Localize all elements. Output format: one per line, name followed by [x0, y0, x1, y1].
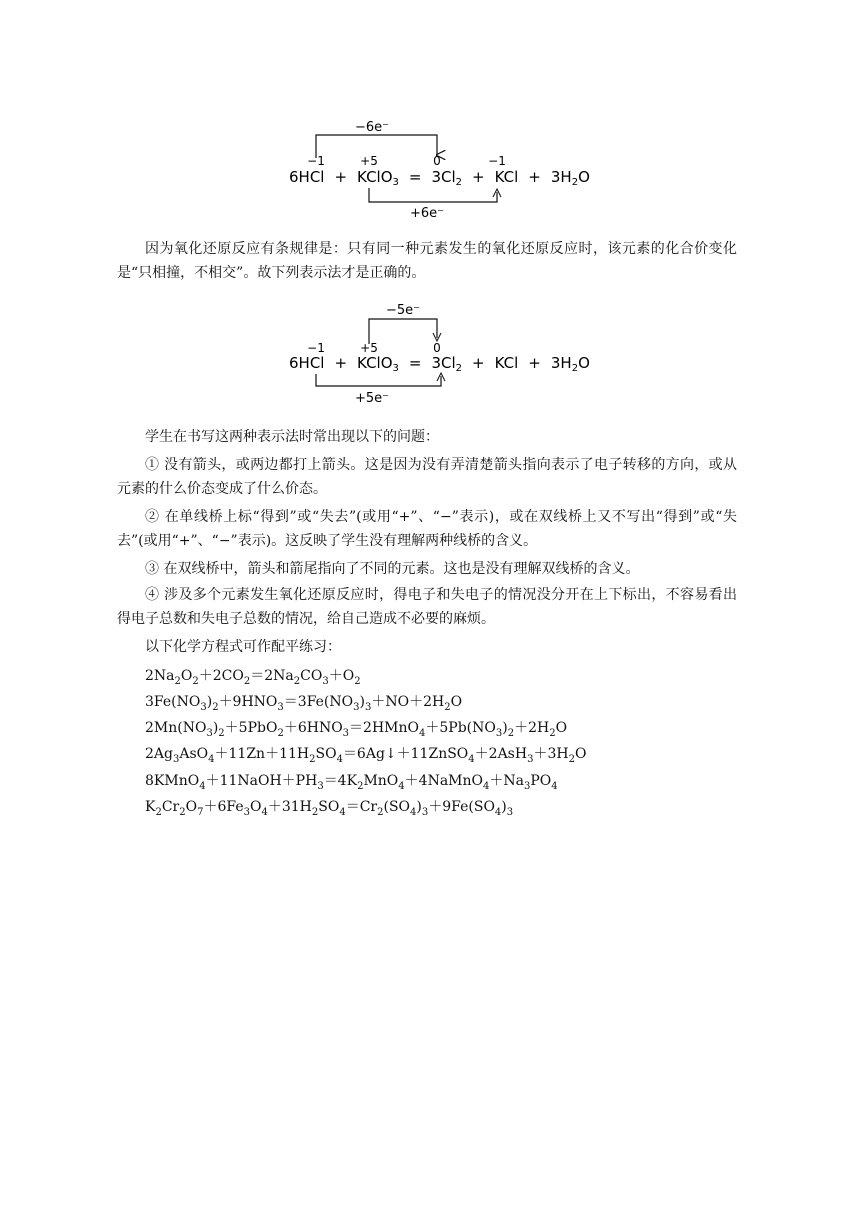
practice-equation-1: $2Na_2O_2+2CO_2=2Na_2CO_3+O_2$ [145, 668, 361, 687]
practice-equation-3: $2Mn(NO_3)_2+5PbO_2+6HNO_3=2HMnO_4+5Pb(NO_3)_2+2H_2O$ [145, 720, 568, 739]
ox-state-kclo3-2: +5 [360, 341, 378, 355]
problem-item-1: ① 没有箭头，或两边都打上箭头。这是因为没有弄清楚箭头指向表示了电子转移的方向，或从元素的什么价态变成了什么价态。 [117, 457, 737, 497]
ox-state-hcl-2: −1 [307, 341, 325, 355]
equation-1: 6HCl + KClO$_3$ = $3Cl_2$ + KCl + $3H_2O$ [289, 168, 590, 188]
practice-equation-6: $K_2Cr_2O_7+6Fe_3O_4+31H_2SO_4=Cr_2(SO_4)_3+9Fe(SO_4)_3$ [145, 799, 514, 818]
problem-item-4: ④ 涉及多个元素发生氧化还原反应时，得电子和失电子的情况没分开在上下标出，不容易看出得电子总数和失电子总数的情况，给自己造成不必要的麻烦。 [117, 587, 737, 627]
ox-state-hcl: −1 [307, 154, 325, 168]
practice-intro: 以下化学方程式可作配平练习： [145, 639, 341, 655]
bottom-label-2: +5e⁻ [354, 391, 390, 406]
top-bracket-2 [369, 319, 437, 344]
top-label-2: −5e⁻ [385, 303, 421, 318]
practice-equation-4: $2Ag_3AsO_4+11Zn+11H_2SO_4=6Ag↓+11ZnSO_4+2AsH_3+3H_2O$ [145, 746, 587, 765]
bottom-label-1: +6e⁻ [409, 206, 445, 221]
practice-equation-5: $8KMnO_4+11NaOH+PH_3=4K_2MnO_4+4NaMnO_4+Na_3PO_4$ [145, 773, 558, 792]
problem-item-2: ② 在单线桥上标“得到”或“失去”(或用“+”、“−”表示)，或在双线桥上又不写出“得到”或“失去”(或用“+”、“−”表示)。这反映了学生没有理解两种线桥的含义。 [117, 509, 737, 549]
practice-equation-2: $3Fe(NO_3)_2+9HNO_3=3Fe(NO_3)_3+NO+2H_2O$ [145, 694, 463, 713]
electron-transfer-diagram-1 [0, 0, 860, 234]
equation-2: 6HCl + KClO$_3$ = $3Cl_2$ + KCl + $3H_2O$ [289, 354, 590, 374]
paragraph-problems-intro: 学生在书写这两种表示法时常出现以下的问题： [145, 429, 439, 445]
paragraph-rule: 因为氧化还原反应有条规律是：只有同一种元素发生的氧化还原反应时，该元素的化合价变化是“只相撞，不相交”。故下列表示法才是正确的。 [117, 241, 737, 281]
ox-state-cl2-2: 0 [433, 341, 441, 355]
top-label-1: −6e⁻ [354, 120, 390, 135]
bottom-bracket-1 [369, 188, 497, 202]
ox-state-kclo3: +5 [360, 154, 378, 168]
problem-item-3: ③ 在双线桥中，箭头和箭尾指向了不同的元素。这也是没有理解双线桥的含义。 [145, 561, 640, 577]
electron-transfer-diagram-2 [0, 290, 860, 424]
bottom-bracket-2 [316, 374, 441, 386]
ox-state-kcl: −1 [488, 154, 506, 168]
ox-state-cl2: 0 [433, 154, 441, 168]
